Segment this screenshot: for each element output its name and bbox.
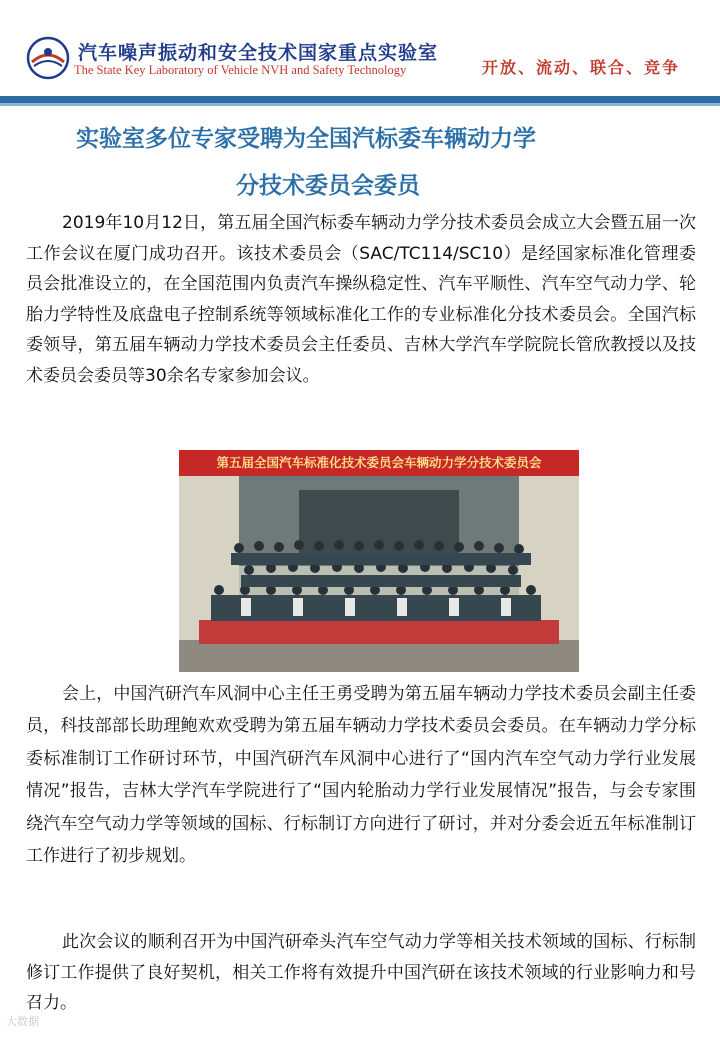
lab-name-cn: 汽车噪声振动和安全技术国家重点实验室 — [78, 42, 439, 64]
lab-emblem-icon — [26, 36, 70, 80]
lab-name-en: The State Key Laboratory of Vehicle NVH and Safety Technology — [74, 63, 407, 77]
watermark: 大数据 — [6, 1015, 39, 1028]
article-title-line1: 实验室多位专家受聘为全国汽标委车辆动力学 — [76, 126, 536, 152]
slogan: 开放、流动、联合、竞争 — [482, 58, 681, 77]
group-photo — [179, 450, 579, 672]
group-photo-illustration — [179, 450, 579, 672]
header-rule — [0, 96, 720, 103]
header-rule-light — [0, 103, 720, 106]
paragraph-appointments: 会上，中国汽研汽车风洞中心主任王勇受聘为第五届车辆动力学技术委员会副主任委员，科技部部长助理鲍欢欢受聘为第五届车辆动力学技术委员会委员。在车辆动力学分标委标准制订工作研讨环节，中国汽研汽车风洞中心进行了“国内汽车空气动力学行业发展情况”报告，吉林大学汽车学院进行了“国内轮胎动力学行业发展情况”报告，与会专家围绕汽车空气动力学等领域的国标、行标制订方向进行了研讨，并对分委会近五年标准制订工作进行了初步规划。 — [26, 684, 696, 867]
article-title-line2: 分技术委员会委员 — [236, 173, 420, 199]
paragraph-intro: 2019年10月12日，第五届全国汽标委车辆动力学分技术委员会成立大会暨五届一次工作会议在厦门成功召开。该技术委员会（SAC/TC114/SC10）是经国家标准化管理委员会批准设立的，在全国范围内负责汽车操纵稳定性、汽车平顺性、汽车空气动力学、轮胎力学特性及底盘电子控制系统等领域标准化工作的专业标准化分技术委员会。全国汽标委领导，第五届车辆动力学技术委员会主任委员、吉林大学汽车学院院长管欣教授以及技术委员会委员等30余名专家参加会议。 — [26, 213, 696, 386]
photo-banner: 第五届全国汽车标准化技术委员会车辆动力学分技术委员会 — [179, 450, 579, 476]
page-header — [0, 0, 720, 110]
paragraph-conclusion: 此次会议的顺利召开为中国汽研牵头汽车空气动力学等相关技术领域的国标、行标制修订工作提供了良好契机，相关工作将有效提升中国汽研在该技术领域的行业影响力和号召力。 — [26, 932, 696, 1014]
